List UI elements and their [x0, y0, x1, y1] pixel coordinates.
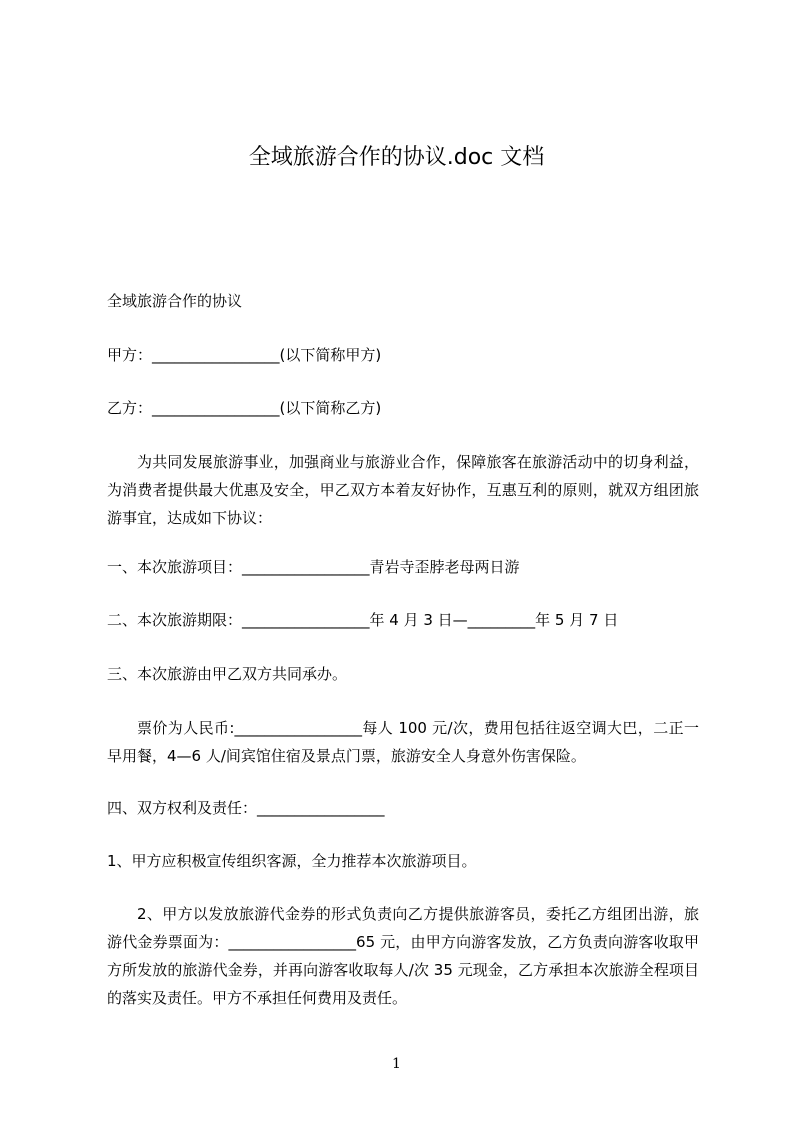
document-title: 全域旅游合作的协议.doc 文档	[248, 145, 545, 170]
item-1-project: 一、本次旅游项目：_________________青岩寺歪脖老母两日游	[107, 558, 520, 576]
item-2-period: 二、本次旅游期限：_________________年 4 月 3 日—_________年 5 月 7 日	[107, 611, 619, 629]
party-a-line: 甲方：_________________(以下简称甲方)	[107, 346, 382, 364]
intro-paragraph: 为共同发展旅游事业，加强商业与旅游业合作，保障旅客在旅游活动中的切身利益，为消费者提供最大优惠及安全，甲乙双方本着友好协作，互惠互利的原则，就双方组团旅游事宜，达成如下协议：	[107, 453, 699, 527]
price-paragraph: 票价为人民币:_________________每人 100 元/次，费用包括往返空调大巴，二正一早用餐，4—6 人/间宾馆住宿及景点门票，旅游安全人身意外伤害保险。	[107, 719, 699, 765]
clause-2: 2、甲方以发放旅游代金券的形式负责向乙方提供旅游客员，委托乙方组团出游，旅游代金券票面为：_________________65 元，由甲方向游客发放，乙方负责向游客收取甲方所发放的旅游代金券，并再向游客收取每人/次 35 元现金，乙方承担本次旅游全程项目的落实及责任。甲方不承担任何费用及责任。	[107, 905, 699, 1007]
clause-1: 1、甲方应积极宣传组织客源，全力推荐本次旅游项目。	[107, 852, 477, 870]
party-b-line: 乙方：_________________(以下简称乙方)	[107, 399, 382, 417]
item-4-rights: 四、双方权利及责任：_________________	[107, 799, 385, 817]
item-3-organizer: 三、本次旅游由甲乙双方共同承办。	[107, 665, 348, 683]
page-number: 1	[392, 1056, 401, 1072]
agreement-heading: 全域旅游合作的协议	[107, 292, 243, 310]
